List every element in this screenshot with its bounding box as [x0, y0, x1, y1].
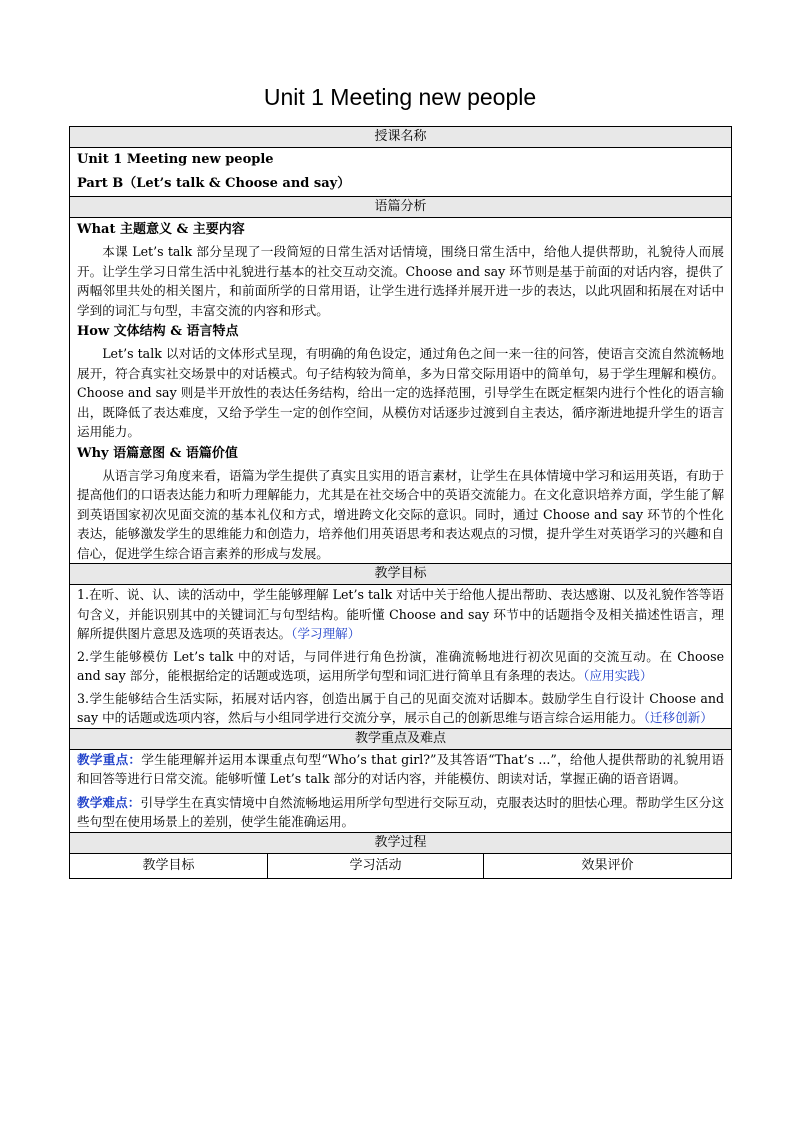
course-name-header: 授课名称 [70, 127, 732, 148]
objectives-header: 教学目标 [70, 564, 732, 585]
process-column-objective: 教学目标 [70, 853, 268, 878]
key-points-header-row [70, 728, 732, 749]
course-name-cell [70, 148, 732, 197]
course-part-line: Part B（Let’s talk & Choose and say） [77, 176, 351, 191]
objective-1 [77, 585, 724, 644]
how-heading: How 文体结构 & 语言特点 [77, 324, 239, 339]
objective-1-tag: （学习理解） [291, 626, 361, 641]
why-text: 从语言学习角度来看，语篇为学生提供了真实且实用的语言素材，让学生在具体情境中学习和运用英语，有助于提高他们的口语表达能力和听力理解能力，尤其是在社交场合中的英语交流能力。在文化意识培养方面，学生能了解到英语国家初次见面交流的基本礼仪和方式，增进跨文化交际的意识。同时，通过 Choose and say 环节的个性化表达，能够激发学生的思维能力和创造力，培养他们用英语思考和表达观点的习惯，提升学生对英语学习的兴趣和自信心，促进学生综合语言素养的形成与发展。 [77, 467, 725, 561]
course-name-row [70, 148, 732, 197]
how-text: Let’s talk 以对话的文体形式呈现，有明确的角色设定，通过角色之间一来一往的问答，使语言交流自然流畅地展开，符合真实社交场景中的对话模式。句子结构较为简单，多为日常交际用语中的简单句，易于学生理解和模仿。Choose and say 则是半开放性的表达任务结构，给出一定的选择范围，引导学生在既定框架内进行个性化的语言输出，既降低了表达难度，又给予学生一定的创作空间，从模仿对话逐步过渡到自主表达，循序渐进地提升学生的语言运用能力。 [77, 346, 725, 439]
objectives-row [70, 585, 732, 729]
process-header: 教学过程 [70, 832, 732, 853]
objectives-cell [70, 585, 732, 729]
text-analysis-cell [70, 218, 732, 564]
teaching-focus [77, 750, 724, 789]
document-title: Unit 1 Meeting new people [263, 84, 537, 110]
key-points-row [70, 749, 732, 832]
key-points-cell [70, 749, 732, 832]
lesson-plan-table [69, 126, 732, 879]
objective-2-tag: （应用实践） [583, 668, 653, 683]
course-name-header-row [70, 127, 732, 148]
teaching-focus-text: 学生能理解并运用本课重点句型“Who’s that girl?”及其答语“That’s ...”，给他人提供帮助的礼貌用语和回答等进行日常交流。能够听懂 Let’s talk 部分的对话内容，并能模仿、朗读对话，掌握正确的语音语调。 [77, 751, 725, 786]
objective-3-tag: （迁移创新） [643, 710, 713, 725]
objective-3 [77, 689, 724, 728]
process-column-activity: 学习活动 [268, 853, 484, 878]
teaching-difficulty [77, 793, 724, 832]
text-analysis-header: 语篇分析 [70, 197, 732, 218]
teaching-difficulty-text: 引导学生在真实情境中自然流畅地运用所学句型进行交际互动，克服表达时的胆怯心理。帮助学生区分这些句型在使用场景上的差别，使学生能准确运用。 [77, 794, 725, 829]
process-columns-row [70, 853, 732, 878]
process-column-evaluation: 效果评价 [484, 853, 732, 878]
key-points-header: 教学重点及难点 [70, 728, 732, 749]
objective-2 [77, 647, 724, 686]
objectives-header-row [70, 564, 732, 585]
text-analysis-row [70, 218, 732, 564]
what-text: 本课 Let’s talk 部分呈现了一段简短的日常生活对话情境，围绕日常生活中，给他人提供帮助，礼貌待人而展开。让学生学习日常生活中礼貌进行基本的社交互动交流。Choose and say 环节则是基于前面的对话内容，提供了两幅邻里共处的相关图片，和前面所学的日常用语，让学生进行选择并展开进一步的表达，以此巩固和拓展在对话中学到的词汇与句型，丰富交流的内容和形式。 [77, 244, 725, 318]
process-header-row [70, 832, 732, 853]
why-heading: Why 语篇意图 & 语篇价值 [77, 445, 238, 461]
objective-2-text: 2.学生能够模仿 Let’s talk 中的对话，与同伴进行角色扮演，准确流畅地进行初次见面的交流互动。在 Choose and say 部分，能根据给定的话题或选项，运用所学句型和词汇进行简单且有条理的表达。 [77, 648, 725, 683]
teaching-focus-label: 教学重点： [77, 751, 142, 767]
text-analysis-header-row [70, 197, 732, 218]
what-heading: What 主题意义 & 主要内容 [77, 222, 245, 237]
course-unit-line: Unit 1 Meeting new people [77, 152, 274, 167]
objective-1-text: 1.在听、说、认、读的活动中，学生能够理解 Let’s talk 对话中关于给他人提出帮助、表达感谢、以及礼貌作答等语句含义，并能识别其中的关键词汇与句型结构。能听懂 Choose and say 环节中的话题指令及相关描述性语言，理解所提供图片意思及选项的英语表达。 [77, 587, 725, 641]
teaching-difficulty-label: 教学难点： [77, 794, 141, 810]
objective-3-text: 3.学生能够结合生活实际，拓展对话内容，创造出属于自己的见面交流对话脚本。鼓励学生自行设计 Choose and say 中的话题或选项内容，然后与小组同学进行交流分享，展示自己的创新思维与语言综合运用能力。 [77, 690, 725, 725]
